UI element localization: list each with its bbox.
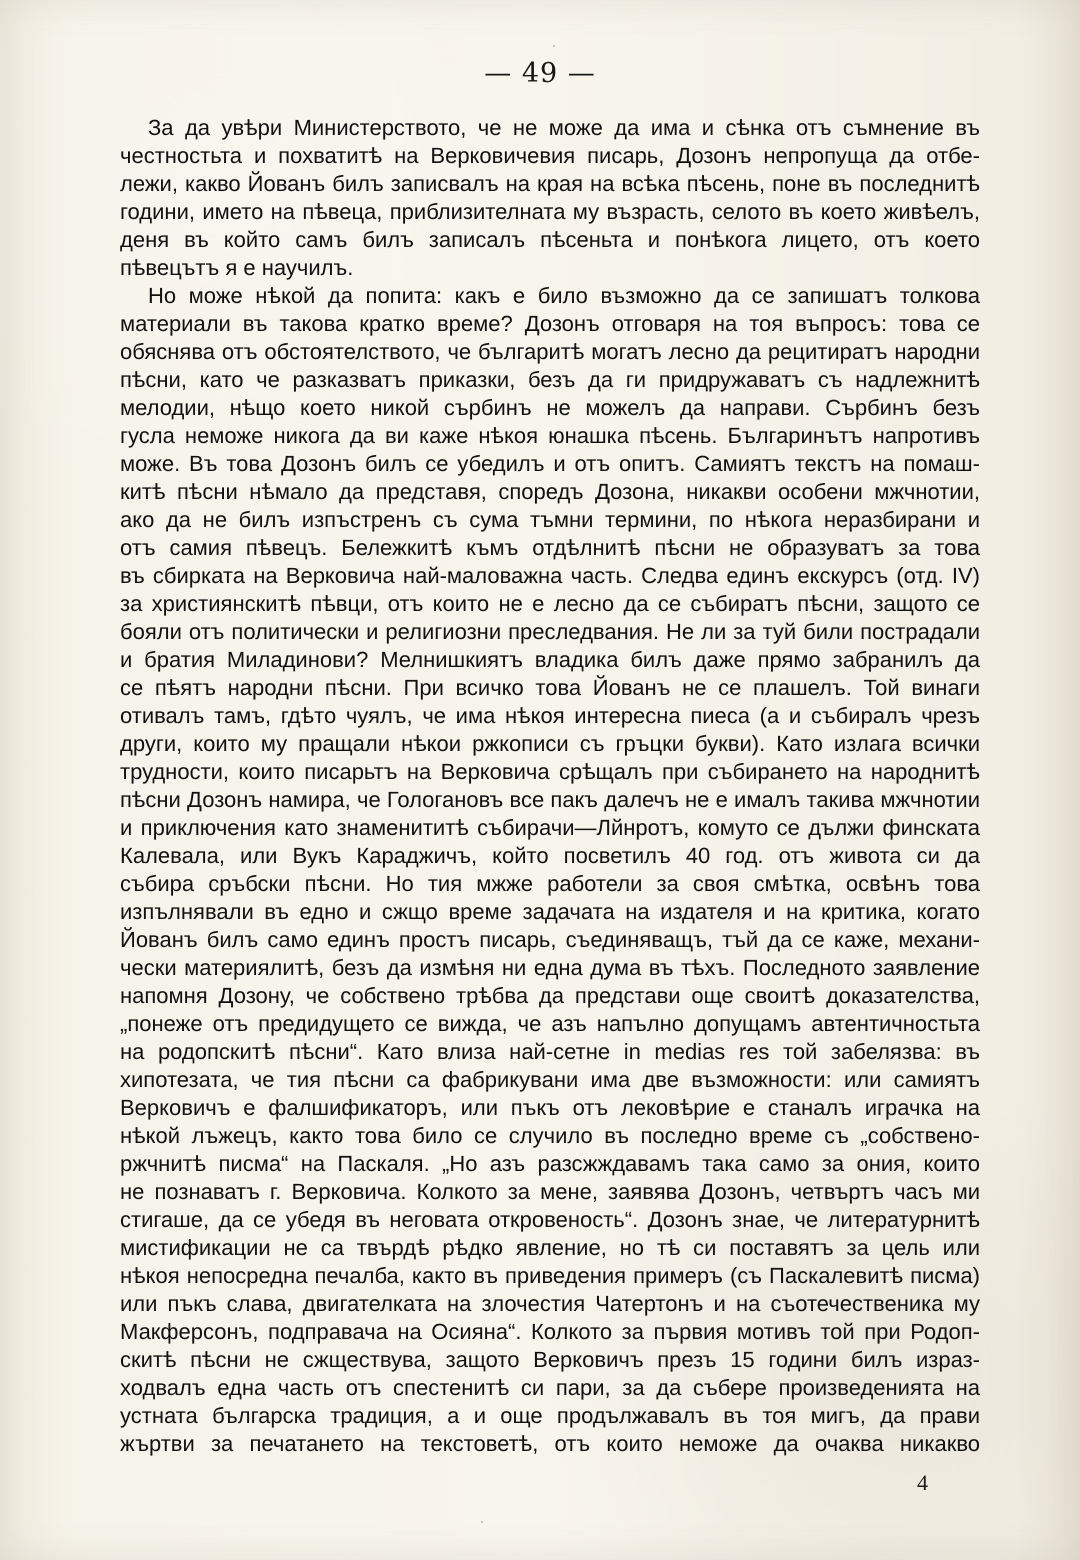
text-line: отивалъ тамъ, гдѣто чуялъ, че има нѣкоя интересна пиеса (а и събиралъ чрезъ xyxy=(120,703,980,728)
text-line: китѣ пѣсни нѣмало да представя, споредъ Дозона, никакви особени мжчнотии, xyxy=(120,479,980,504)
text-line: изпълнявали въ едно и сжщо време задачата на издателя и на критика, когато xyxy=(120,899,980,924)
text-line: лежи, какво Йованъ билъ записвалъ на края на всѣка пѣсень, поне въ последнитѣ xyxy=(120,171,980,196)
text-line: Макферсонъ, подправача на Осияна“. Колкото за първия мотивъ той при Родоп- xyxy=(120,1319,980,1344)
text-line: гусла неможе никога да ви каже нѣкоя юнашка пѣсень. Българинътъ напротивъ xyxy=(120,423,980,448)
text-line: Но може нѣкой да попита: какъ е било възможно да се запишатъ толкова xyxy=(148,283,980,308)
text-line: чески материялитѣ, безъ да измѣня ни една дума въ тѣхъ. Последното заявление xyxy=(120,955,980,980)
text-line: жъртви за печатането на текстоветѣ, отъ които неможе да очаква никакво xyxy=(120,1431,980,1456)
body-text xyxy=(120,114,980,1458)
text-line: трудности, които писарьтъ на Верковича срѣщалъ при събирането на народнитѣ xyxy=(120,759,980,784)
text-line: материали въ такова кратко време? Дозонъ отговаря на тоя въпросъ: това се xyxy=(120,311,980,336)
text-line: събира сръбски пѣсни. Но тия мжже работели за своя смѣтка, освѣнъ това xyxy=(120,871,980,896)
text-line: Калевала, или Вукъ Караджичъ, който посветилъ 40 год. отъ живота си да xyxy=(120,843,980,868)
text-line: за християнскитѣ пѣвци, отъ които не е лесно да се събиратъ пѣсни, защото се xyxy=(120,591,980,616)
text-line: нѣкоя непосредна печалба, както въ приведения примеръ (съ Паскалевитѣ писма) xyxy=(120,1263,980,1288)
text-line: бояли отъ политически и религиозни преследвания. Не ли за туй били пострадали xyxy=(120,619,980,644)
text-line: устната българска традиция, а и още продължавалъ въ тоя мигъ, да прави xyxy=(120,1403,980,1428)
text-line: нѣкой лъжецъ, както това било се случило въ последно време съ „собствено- xyxy=(120,1123,980,1148)
text-line: деня въ който самъ билъ записалъ пѣсеньта и понѣкога лицето, отъ което xyxy=(120,227,980,252)
text-line: други, които му пращали нѣкои ржкописи съ гръцки букви). Като излага всички xyxy=(120,731,980,756)
text-line: обяснява отъ обстоятелството, че българитѣ могатъ лесно да рецитиратъ народни xyxy=(120,339,980,364)
text-line: не познаватъ г. Верковича. Колкото за мене, заявява Дозонъ, четвъртъ часъ ми xyxy=(120,1179,980,1204)
text-line: се пѣятъ народни пѣсни. При всичко това Йованъ не се плашелъ. Той винаги xyxy=(120,675,980,700)
text-line: стигаше, да се убедя въ неговата откровеность“. Дозонъ знае, че литературнитѣ xyxy=(120,1207,980,1232)
text-line: Верковичъ е фалшификаторъ, или пъкъ отъ лековѣрие е станалъ играчка на xyxy=(120,1095,980,1120)
text-line: честностьта и похватитѣ на Верковичевия писарь, Дозонъ непропуща да отбе- xyxy=(120,143,980,168)
paper-speck xyxy=(553,45,555,47)
text-line: Йованъ билъ само единъ простъ писарь, съединяващъ, тъй да се каже, механи- xyxy=(120,927,980,952)
text-line: въ сбирката на Верковича най-маловажна часть. Следва единъ екскурсъ (отд. IV) xyxy=(120,563,980,588)
text-line: на родопскитѣ пѣсни“. Като влиза най-сетне in medias res той забелязва: въ xyxy=(120,1039,980,1064)
text-line: или пъкъ слава, двигателката на злочестия Чатертонъ и на съотечественика му xyxy=(120,1291,980,1316)
text-line: ако да не билъ изпъстренъ съ сума тъмни термини, по нѣкога неразбирани и xyxy=(120,507,980,532)
text-line: пѣсни Дозонъ намира, че Гологановъ все пакъ далечъ не е ималъ такива мжчнотии xyxy=(120,787,980,812)
text-line: ходвалъ една часть отъ спестенитѣ си пари, за да събере произведенията на xyxy=(120,1375,980,1400)
text-line: години, името на пѣвеца, приблизителната му възрасть, селото въ което живѣелъ, xyxy=(120,199,980,224)
text-line: и братия Миладинови? Мелнишкиятъ владика билъ даже прямо забранилъ да xyxy=(120,647,980,672)
text-line: мистификации не са твърдѣ рѣдко явление, но тѣ си поставятъ за цель или xyxy=(120,1235,980,1260)
text-line: може. Въ това Дозонъ билъ се убедилъ и отъ опитъ. Самиятъ текстъ на помаш- xyxy=(120,451,980,476)
text-line: и приключения като знаменититѣ събирачи—Лйнротъ, комуто се дължи финската xyxy=(120,815,980,840)
text-line: напомня Дозону, че собствено трѣбва да представи още своитѣ доказателства, xyxy=(120,983,980,1008)
text-line: ржчнитѣ писма“ на Паскаля. „Но азъ разсжждавамъ така само за ония, които xyxy=(120,1151,980,1176)
text-line: отъ самия пѣвецъ. Бележкитѣ къмъ отдѣлнитѣ пѣсни не образуватъ за това xyxy=(120,535,980,560)
text-line: скитѣ пѣсни не сжществува, защото Верковичъ презъ 15 години билъ израз- xyxy=(120,1347,980,1372)
text-line: пѣвецътъ я е научилъ. xyxy=(120,255,354,280)
text-line: мелодии, нѣщо което никой сърбинъ не можелъ да направи. Сърбинъ безъ xyxy=(120,395,980,420)
text-line: хипотезата, че тия пѣсни са фабрикувани има две възможности: или самиятъ xyxy=(120,1067,980,1092)
page-header-number: — 49 — xyxy=(484,58,596,89)
text-line: За да увѣри Министерството, че не може да има и сѣнка отъ съмнение въ xyxy=(148,115,980,140)
text-line: пѣсни, като че разказватъ приказки, безъ да ги придружаватъ съ надлежнитѣ xyxy=(120,367,980,392)
paper-speck xyxy=(481,1521,483,1523)
text-line: „понеже отъ предидущето се вижда, че азъ напълно допущамъ автентичностьта xyxy=(120,1011,980,1036)
signature-mark: 4 xyxy=(917,1470,928,1495)
